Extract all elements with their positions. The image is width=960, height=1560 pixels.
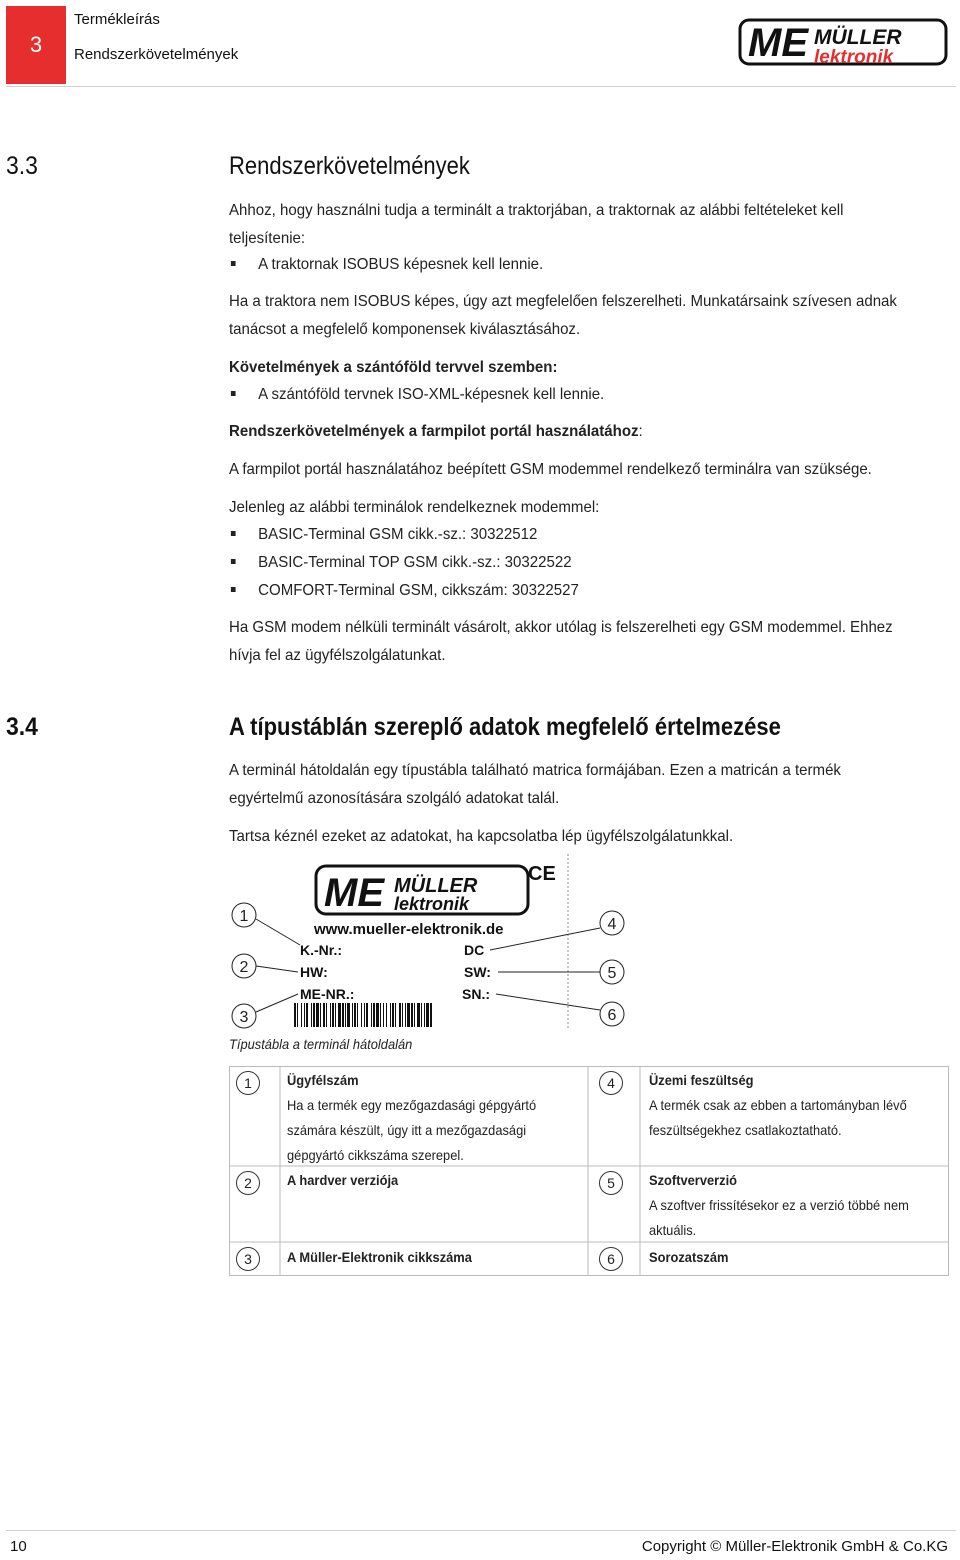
list-item: COMFORT-Terminal GSM, cikkszám: 30322527 — [229, 577, 579, 605]
header-divider — [6, 86, 956, 87]
label-logo-letters: ME — [324, 871, 384, 915]
bullet-square — [231, 531, 236, 536]
svg-text:6: 6 — [607, 1007, 617, 1024]
section-title-header: Rendszerkövetelmények — [74, 46, 239, 63]
legend-number-1: 1 — [236, 1071, 260, 1095]
legend-desc-1-line-3: gépgyártó cikkszáma szerepel. — [287, 1147, 464, 1163]
closing-line-1: Ha GSM modem nélküli terminált vásárolt, akkor utólag is felszerelheti egy GSM modemmel. Ehhez — [229, 619, 893, 636]
callout-5 — [498, 960, 624, 984]
legend-title-3: A Müller-Elektronik cikkszáma — [287, 1249, 472, 1265]
bullet-square — [231, 391, 236, 396]
page-number: 10 — [10, 1538, 27, 1555]
svg-text:5: 5 — [607, 965, 617, 982]
callout-6 — [496, 994, 624, 1026]
svg-text:3: 3 — [239, 1009, 249, 1026]
svg-text:1: 1 — [239, 908, 249, 925]
svg-text:4: 4 — [607, 916, 617, 933]
legend-title-4: Üzemi feszültség — [649, 1072, 754, 1088]
label-dc: DC — [464, 942, 485, 958]
list-item: A szántóföld tervnek ISO-XML-képesnek kell lennie. — [229, 381, 604, 409]
section-title-3-4: A típustáblán szereplő adatok megfelelő értelmezése — [229, 713, 781, 741]
label-menr: ME-NR.: — [300, 986, 355, 1002]
section-number-3-4: 3.4 — [6, 713, 38, 741]
isobus-line-2: tanácsot a megfelelő komponensek kiválasztásához. — [229, 321, 581, 338]
label-url: www.mueller-elektronik.de — [314, 921, 504, 938]
figure-caption: Típustábla a terminál hátoldalán — [229, 1036, 413, 1052]
label-logo-top: MÜLLER — [394, 875, 478, 897]
label-knr: K.-Nr.: — [300, 942, 342, 958]
label-hw: HW: — [300, 964, 328, 980]
svg-text:2: 2 — [239, 959, 249, 976]
section-number-3-3: 3.3 — [6, 152, 38, 180]
label-logo-bottom: lektronik — [394, 894, 470, 914]
logo-text-top: MÜLLER — [814, 26, 902, 49]
intro-line-2: teljesítenie: — [229, 230, 306, 247]
legend-title-2: A hardver verziója — [287, 1172, 399, 1188]
farm-text: A farmpilot portál használatához beépített GSM modemmel rendelkező terminálra van szüksége. — [229, 461, 872, 478]
list-item: A traktornak ISOBUS képesnek kell lennie. — [229, 251, 543, 279]
callout-1 — [232, 903, 300, 945]
legend-title-1: Ügyfélszám — [287, 1072, 359, 1088]
label-para-2: Tartsa kéznél ezeket az adatokat, ha kapcsolatba lép ügyfélszolgálatunkkal. — [229, 828, 734, 845]
bullet-square — [231, 261, 236, 266]
isobus-line-1: Ha a traktora nem ISOBUS képes, úgy azt megfelelően felszerelheti. Munkatársaink szívesen adnak — [229, 293, 897, 310]
legend-number-5: 5 — [599, 1171, 623, 1195]
label-para-1-line-1: A terminál hátoldalán egy típustábla található matrica formájában. Ezen a matricán a termék — [229, 762, 841, 779]
company-logo — [738, 14, 950, 72]
terminals-intro: Jelenleg az alábbi terminálok rendelkeznek modemmel: — [229, 499, 600, 516]
bullet-square — [231, 587, 236, 592]
label-sn: SN.: — [462, 986, 490, 1002]
field-heading: Követelmények a szántóföld tervvel szemben: — [229, 359, 558, 376]
label-para-1-line-2: egyértelmű azonosítására szolgáló adatokat talál. — [229, 790, 560, 807]
legend-desc-4-line-1: A termék csak az ebben a tartományban lévő — [649, 1097, 907, 1113]
type-label-figure — [226, 852, 646, 1032]
legend-number-3: 3 — [236, 1247, 260, 1271]
callout-2 — [232, 954, 298, 978]
legend-number-2: 2 — [236, 1171, 260, 1195]
callout-3 — [232, 994, 298, 1028]
chapter-title: Termékleírás — [74, 11, 160, 28]
barcode — [294, 1003, 432, 1027]
legend-number-4: 4 — [599, 1071, 623, 1095]
callout-4 — [490, 911, 624, 950]
legend-desc-1-line-2: számára készült, úgy itt a mezőgazdasági — [287, 1122, 527, 1138]
logo-letters: ME — [748, 21, 808, 65]
intro-line-1: Ahhoz, hogy használni tudja a terminált a traktorjában, a traktornak az alábbi feltételeket kell — [229, 202, 844, 219]
closing-line-2: hívja fel az ügyfélszolgálatunkat. — [229, 647, 446, 664]
legend-desc-5-line-1: A szoftver frissítésekor ez a verzió többé nem — [649, 1197, 909, 1213]
copyright-text: Copyright © Müller-Elektronik GmbH & Co.KG — [641, 1538, 948, 1555]
legend-title-6: Sorozatszám — [649, 1249, 729, 1265]
chapter-number-box — [6, 6, 66, 84]
legend-desc-4-line-2: feszültségekhez csatlakoztatható. — [649, 1122, 842, 1138]
legend-title-5: Szoftververzió — [649, 1172, 738, 1188]
label-sw: SW: — [464, 964, 491, 980]
chapter-number: 3 — [29, 32, 43, 57]
bullet-square — [231, 559, 236, 564]
section-title-3-3: Rendszerkövetelmények — [229, 152, 470, 180]
ce-mark: CE — [528, 863, 556, 885]
footer-divider — [6, 1530, 956, 1531]
list-item: BASIC-Terminal GSM cikk.-sz.: 30322512 — [229, 521, 537, 549]
list-item: BASIC-Terminal TOP GSM cikk.-sz.: 30322522 — [229, 549, 572, 577]
farm-heading: Rendszerkövetelmények a farmpilot portál használatához: — [229, 423, 643, 440]
logo-text-bottom: lektronik — [814, 47, 894, 68]
legend-desc-5-line-2: aktuális. — [649, 1222, 697, 1238]
legend-desc-1-line-1: Ha a termék egy mezőgazdasági gépgyártó — [287, 1097, 537, 1113]
legend-number-6: 6 — [599, 1247, 623, 1271]
